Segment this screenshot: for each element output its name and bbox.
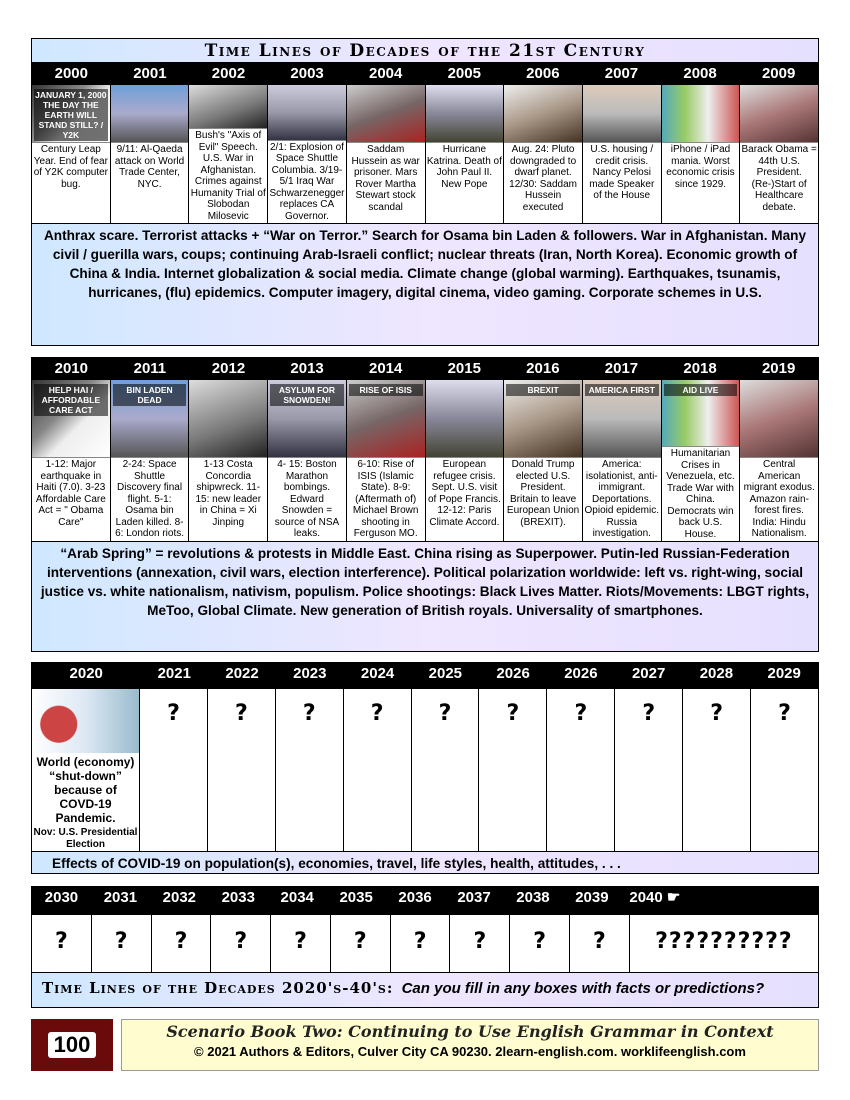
s1-event-caption: Hurricane Katrina. Death of John Paul II. New Pope (426, 144, 502, 190)
s1-event-cell (740, 85, 818, 223)
s2-event-caption: Central American migrant exodus. Amazon rain-forest fires. India: Hindu Nationalism. (743, 459, 815, 539)
future-year-cell (615, 689, 683, 851)
unknown-placeholder: ? (413, 929, 427, 954)
s4-year-6: 2036 (398, 889, 432, 906)
s2-event-cell (426, 380, 505, 541)
unknown-placeholder: ? (593, 929, 606, 954)
prompt-title: Time Lines of the Decades 2020's-40's: (42, 979, 394, 997)
future-year-cell (32, 915, 92, 972)
s3-year-2: 2022 (225, 665, 259, 682)
unknown-placeholder: ? (473, 929, 487, 954)
decades-prompt (32, 973, 818, 1003)
decade-summary-2010s: “Arab Spring” = revolutions & protests in Middle East. China rising as Superpower. Putin-led Russian-Federation interventions (annexation, civil wars, election interference). Political polarization worldwide: left vs. right-wing, social justice vs. white nationalism, nativism, populism. Police shootings: Black Lives Matter. Riots/Movements: LBGT rights, MeToo, Global Climate. New generation of British royals. Universality of smartphones. (40, 546, 810, 618)
s4-year-9: 2039 (575, 889, 609, 906)
s1-event-photo (189, 85, 267, 129)
s4-year-10: 2040 ☛ (629, 889, 681, 906)
s3-year-6: 2026 (496, 665, 530, 682)
future-year-cell (211, 915, 271, 972)
book-title: Scenario Book Two: Continuing to Use English Grammar in Context (166, 1022, 774, 1041)
events-row-2000s (32, 85, 818, 224)
future-year-cell (331, 915, 391, 972)
s2-event-photo (426, 380, 504, 458)
s3-year-8: 2027 (631, 665, 666, 682)
s1-year-4: 2004 (368, 65, 403, 82)
s1-event-caption: Barack Obama = 44th U.S. President. (Re-)Start of Healthcare debate. (741, 144, 817, 213)
s4-year-3: 2033 (221, 889, 255, 906)
unknown-placeholder: ? (778, 701, 791, 726)
s4-year-8: 2038 (516, 889, 550, 906)
s2-year-0: 2010 (54, 360, 88, 377)
unknown-placeholder: ? (302, 701, 316, 726)
s2-event-caption: America: isolationist, anti-immigrant. Deportations. Opioid epidemic. Russia investigation. (584, 459, 660, 539)
unknown-placeholder: ? (167, 701, 180, 726)
unknown-placeholder: ? (234, 929, 248, 954)
covid-virus-photo (32, 689, 139, 753)
s1-year-6: 2006 (526, 65, 560, 82)
unknown-placeholder: ? (710, 701, 723, 726)
s1-event-caption: Saddam Hussein as war prisoner. Mars Rover Martha Stewart stock scandal (351, 144, 420, 213)
s2-year-9: 2019 (761, 360, 796, 377)
year-bar-2030s (32, 887, 818, 915)
photo-label: AID LIVE (664, 384, 738, 396)
s4-year-0: 2030 (44, 889, 79, 906)
s2-event-caption: European refugee crisis. Sept. U.S. visit of Pope Francis. 12-12: Paris Climate Accord. (427, 459, 501, 528)
page-number: 100 (48, 1032, 97, 1058)
unknown-placeholder: ? (174, 929, 188, 954)
s1-event-caption: 9/11: Al-Qaeda attack on World Trade Center, NYC. (114, 144, 185, 190)
s2-event-photo (111, 380, 189, 458)
s2-year-1: 2011 (133, 360, 167, 377)
s2-event-cell (111, 380, 190, 541)
unknown-placeholder: ? (234, 701, 248, 726)
year-bar-2020s (32, 663, 818, 689)
events-row-2030s (32, 915, 818, 973)
s1-event-photo (740, 85, 818, 143)
s3-year-10: 2029 (767, 665, 801, 682)
photo-label: ASYLUM FOR SNOWDEN! (270, 384, 344, 406)
events-row-2020s (32, 689, 818, 852)
covid-caption: World (economy) “shut-down” because of COVD-19 Pandemic. (36, 755, 135, 825)
s1-event-cell (111, 85, 190, 223)
unknown-placeholder: ? (353, 929, 367, 954)
s1-event-cell (268, 85, 347, 223)
year-bar-2010s (32, 358, 818, 380)
s1-event-cell (504, 85, 583, 223)
s4-year-5: 2035 (339, 889, 373, 906)
footer-box (121, 1019, 819, 1071)
photo-label: HELP HAI / AFFORDABLE CARE ACT (34, 384, 108, 416)
photo-label: JANUARY 1, 2000 THE DAY THE EARTH WILL STAND STILL? / Y2K (35, 90, 107, 140)
s2-event-caption: 4- 15: Boston Marathon bombings. Edward Snowden = source of NSA leaks. (274, 459, 340, 539)
s2-event-caption: 2-24: Space Shuttle Discovery final flight. 5-1: Osama bin Laden killed. 8-6: London riots. (115, 459, 185, 539)
events-row-2010s (32, 380, 818, 542)
s4-year-2: 2032 (162, 889, 197, 906)
s2-year-7: 2017 (604, 360, 639, 377)
s2-event-photo (347, 380, 425, 458)
s1-event-photo (583, 85, 661, 143)
s1-event-caption: Bush's "Axis of Evil" Speech. U.S. War in Afghanistan. Crimes against Humanity Trial of Slobodan Milosevic (190, 130, 266, 222)
s2-event-photo (740, 380, 818, 458)
s1-event-caption: U.S. housing / credit crisis. Nancy Pelosi made Speaker of the House (589, 144, 655, 201)
section-2020s (31, 662, 819, 874)
unknown-placeholder: ? (642, 701, 656, 726)
s2-event-cell (504, 380, 583, 541)
future-year-cell (140, 689, 208, 851)
photo-label: AMERICA FIRST (585, 384, 659, 396)
s1-year-3: 2003 (290, 65, 324, 82)
page-title: Time Lines of Decades of the 21st Century (32, 39, 818, 63)
s1-event-photo (32, 85, 110, 143)
section-2000s (31, 38, 819, 346)
unknown-placeholder: ? (294, 929, 307, 954)
photo-label: RISE OF ISIS (349, 384, 423, 396)
s1-event-photo (504, 85, 582, 143)
s1-event-cell (347, 85, 426, 223)
decade-summary-2000s: Anthrax scare. Terrorist attacks + “War on Terror.” Search for Osama bin Laden & followers. War in Afghanistan. Many civil / guerilla wars, coups; continuing Arab-Israeli conflict; nuclear threats (Iran, North Korea). Economic growth of China & India. Internet globalization & social media. Climate change (global warming). Earthquakes, tsunamis, hurricanes, (flu) epidemics. Computer imagery, digital cinema, video gaming. Corporate schemes in U.S. (43, 228, 807, 300)
s2-event-caption: 6-10: Rise of ISIS (Islamic State). 8-9: (Aftermath of) Michael Brown shooting in Ferguson MO. (352, 459, 419, 539)
s2-event-caption: Donald Trump elected U.S. President. Britain to leave European Union (BREXIT). (506, 459, 580, 528)
future-year-cell (344, 689, 412, 851)
copyright: © 2021 Authors & Editors, Culver City CA 90230. 2learn-english.com. worklifeenglish.com (194, 1044, 746, 1059)
future-year-cell (479, 689, 547, 851)
section-2010s (31, 357, 819, 652)
future-year-cell (208, 689, 276, 851)
future-year-cell (510, 915, 570, 972)
s2-event-caption: 1-13 Costa Concordia shipwreck. 11-15: new leader in China = Xi Jinping (195, 459, 262, 528)
s3-year-7: 2026 (564, 665, 598, 682)
unknown-placeholder: ? (55, 929, 68, 954)
s1-event-cell (426, 85, 505, 223)
s3-year-5: 2025 (428, 665, 463, 682)
s3-year-3: 2023 (293, 665, 327, 682)
s4-year-4: 2034 (280, 889, 314, 906)
s1-event-photo (111, 85, 189, 143)
s2-year-8: 2018 (683, 360, 717, 377)
s2-year-5: 2015 (447, 360, 481, 377)
unknown-placeholder: ? (506, 701, 520, 726)
s1-event-cell (583, 85, 662, 223)
s3-year-9: 2028 (699, 665, 734, 682)
s2-event-photo (504, 380, 582, 458)
unknown-placeholder: ? (114, 929, 128, 954)
page-number-badge (31, 1019, 113, 1071)
s1-event-photo (662, 85, 740, 143)
s1-year-1: 2001 (133, 65, 167, 82)
year-bar-2000s (32, 63, 818, 85)
page-footer (31, 1019, 819, 1071)
unknown-placeholder: ? (533, 929, 547, 954)
s1-event-photo (268, 85, 346, 141)
s2-event-cell (189, 380, 268, 541)
future-year-cell (92, 915, 152, 972)
s1-year-7: 2007 (604, 65, 639, 82)
s1-event-caption: Century Leap Year. End of fear of Y2K computer bug. (33, 144, 108, 190)
future-year-cell (276, 689, 344, 851)
s1-year-9: 2009 (761, 65, 796, 82)
s2-event-photo (583, 380, 661, 458)
future-year-cell (630, 915, 818, 972)
s4-year-1: 2031 (103, 889, 138, 906)
s2-event-cell (268, 380, 347, 541)
s2-event-cell (740, 380, 818, 541)
s1-event-cell (189, 85, 268, 223)
s2-event-cell (583, 380, 662, 541)
s2-event-photo (268, 380, 346, 458)
decade-summary-2020s: Effects of COVID-19 on population(s), economies, travel, life styles, health, attitudes, . . . (52, 856, 621, 871)
s4-year-7: 2037 (457, 889, 491, 906)
future-year-cell (570, 915, 630, 972)
s2-event-caption: 1-12: Major earthquake in Haiti (7.0). 3-23 Affordable Care Act = " Obama Care" (35, 459, 106, 528)
s2-year-4: 2014 (368, 360, 403, 377)
unknown-placeholder: ? (438, 701, 452, 726)
covid-event-cell (32, 689, 140, 851)
future-year-cell (751, 689, 818, 851)
s2-year-3: 2013 (290, 360, 324, 377)
future-year-cell (271, 915, 331, 972)
future-year-cell (450, 915, 510, 972)
prompt-question: Can you fill in any boxes with facts or predictions? (401, 980, 765, 997)
future-year-cell (547, 689, 615, 851)
s1-event-caption: iPhone / iPad mania. Worst economic crisis since 1929. (666, 144, 735, 190)
s1-year-2: 2002 (211, 65, 246, 82)
s1-event-photo (426, 85, 504, 143)
s1-event-photo (347, 85, 425, 143)
s2-event-photo (662, 380, 740, 447)
future-year-cell (683, 689, 751, 851)
s1-year-8: 2008 (683, 65, 717, 82)
s1-year-5: 2005 (447, 65, 481, 82)
s1-event-caption: 2/1: Explosion of Space Shuttle Columbia. 3/19-5/1 Iraq War Schwarzenegger replaces CA Governor. (269, 141, 345, 222)
s1-event-cell (662, 85, 741, 223)
future-year-cell (391, 915, 451, 972)
s2-event-photo (32, 380, 110, 458)
unknown-placeholder: ? (370, 701, 384, 726)
section-2030s (31, 886, 819, 1008)
future-year-cell (412, 689, 480, 851)
s2-event-cell (32, 380, 111, 541)
s3-year-4: 2024 (360, 665, 395, 682)
s2-event-cell (347, 380, 426, 541)
s3-year-1: 2021 (157, 665, 191, 682)
unknown-placeholder: ? (574, 701, 588, 726)
s1-event-caption: Aug. 24: Pluto downgraded to dwarf planet. 12/30: Saddam Hussein executed (509, 144, 577, 213)
s1-event-cell (32, 85, 111, 223)
unknown-placeholder: ?????????? (655, 929, 793, 954)
photo-label: BIN LADEN DEAD (113, 384, 187, 406)
s1-year-0: 2000 (54, 65, 88, 82)
s2-year-6: 2016 (526, 360, 560, 377)
s2-year-2: 2012 (211, 360, 246, 377)
photo-label: BREXIT (506, 384, 580, 396)
election-caption: Nov: U.S. Presidential Election (33, 827, 138, 850)
future-year-cell (152, 915, 212, 972)
s2-event-cell (662, 380, 741, 541)
s2-event-caption: Humanitarian Crises in Venezuela, etc. Trade War with China. Democrats win back U.S. House. (666, 448, 735, 540)
s2-event-photo (189, 380, 267, 458)
s3-year-0: 2020 (69, 665, 103, 682)
